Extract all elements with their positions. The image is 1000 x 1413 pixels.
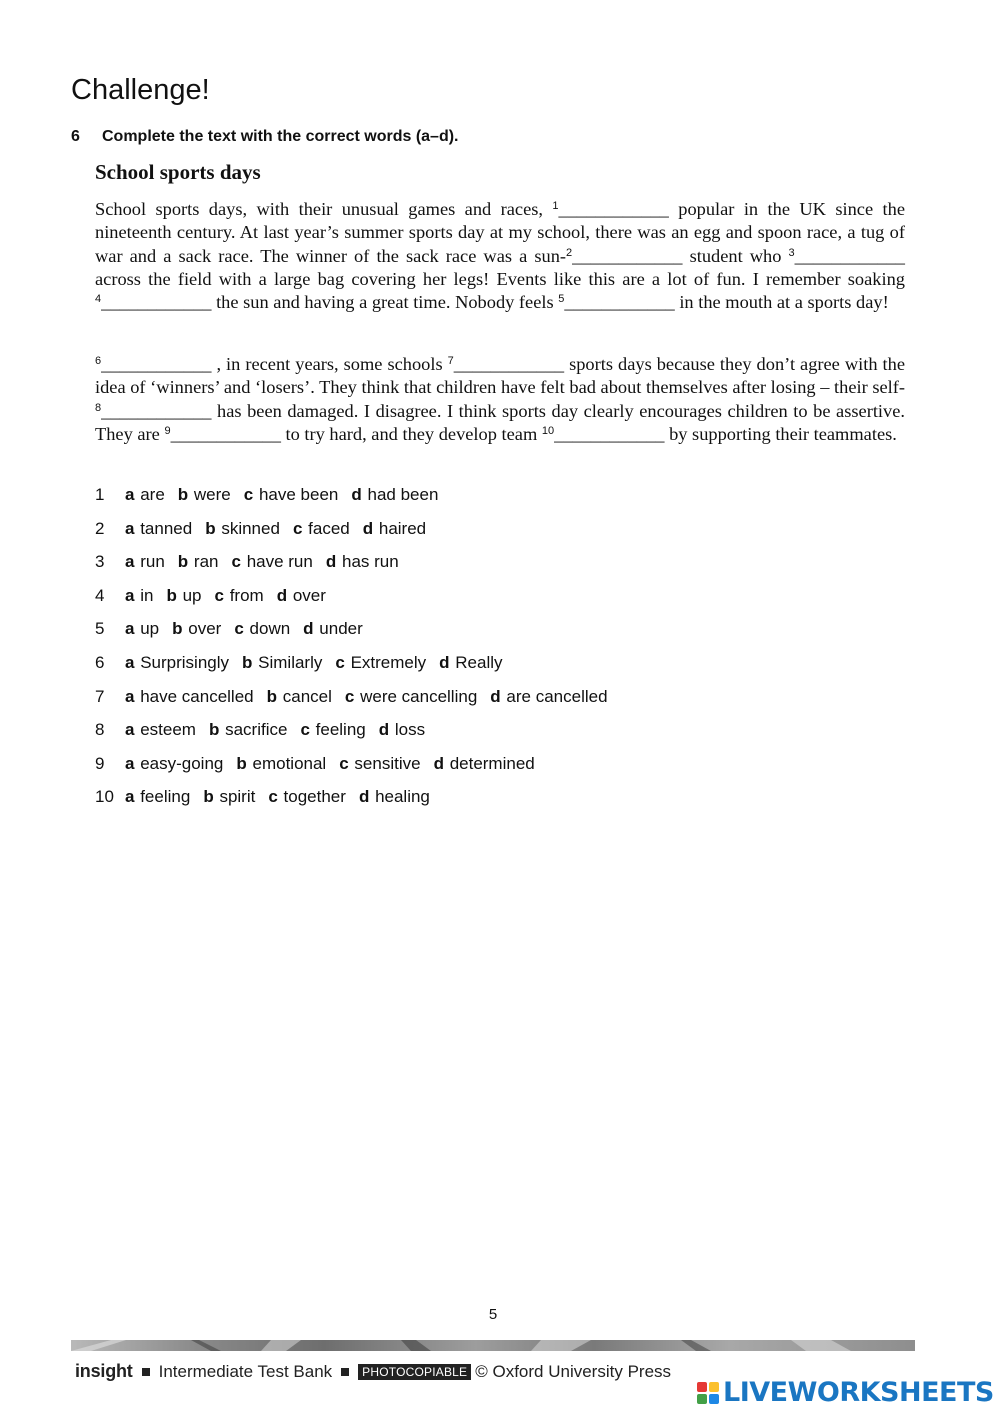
- gap-number: 6: [95, 355, 102, 367]
- choice-letter: b: [177, 552, 189, 572]
- photocopiable-badge: PHOTOCOPIABLE: [358, 1364, 471, 1380]
- option-choice-c[interactable]: [244, 485, 339, 504]
- option-choice-c[interactable]: [214, 586, 263, 605]
- logo-square: [697, 1382, 707, 1392]
- choice-letter: b: [242, 652, 253, 672]
- option-choice-a[interactable]: [125, 787, 190, 806]
- paragraph-text: the sun and having a great time. Nobody feels: [211, 292, 559, 313]
- choice-text: are: [140, 485, 165, 504]
- option-choice-b[interactable]: [242, 653, 322, 672]
- option-choice-a[interactable]: [125, 653, 229, 672]
- option-number: 2: [95, 518, 105, 538]
- logo-square: [697, 1394, 707, 1404]
- gap-6[interactable]: [95, 354, 211, 374]
- option-choice-b[interactable]: [209, 720, 287, 739]
- gap-number: 4: [95, 293, 102, 306]
- choice-text: were cancelling: [360, 686, 478, 706]
- choice-text: spirit: [219, 787, 256, 807]
- logo-wordmark: LIVEWORKSHEETS: [723, 1377, 994, 1408]
- option-choice-b[interactable]: [166, 586, 201, 605]
- choice-letter: a: [125, 619, 135, 639]
- choice-letter: a: [125, 485, 135, 504]
- option-choice-b[interactable]: [178, 485, 231, 504]
- gap-blank[interactable]: ____________: [101, 354, 212, 374]
- choice-letter: a: [125, 585, 135, 605]
- choice-text: over: [292, 585, 326, 605]
- option-choice-d[interactable]: [363, 519, 426, 538]
- choice-text: esteem: [140, 720, 196, 740]
- gap-number: 2: [566, 246, 573, 259]
- exercise-instruction: [71, 126, 459, 148]
- choice-text: have cancelled: [140, 686, 254, 706]
- choice-text: sensitive: [354, 753, 421, 773]
- gap-number: 3: [788, 246, 795, 259]
- choice-text: determined: [449, 753, 535, 773]
- option-number: 4: [95, 585, 105, 605]
- brand-name: insight: [75, 1361, 133, 1381]
- gap-number: 9: [164, 424, 171, 437]
- choice-letter: b: [208, 720, 220, 740]
- choice-text: up: [182, 585, 202, 605]
- choice-letter: c: [335, 652, 345, 672]
- gap-blank[interactable]: ____________: [794, 245, 905, 266]
- gap-blank[interactable]: ____________: [170, 423, 281, 444]
- choice-letter: d: [439, 652, 450, 672]
- option-number: 3: [95, 552, 105, 572]
- gap-9[interactable]: [164, 424, 280, 444]
- choice-text: sacrifice: [225, 720, 288, 740]
- paragraph-text: to try hard, and they develop team: [280, 423, 542, 444]
- choice-text: healing: [375, 787, 430, 807]
- gap-3[interactable]: [789, 246, 905, 266]
- choice-letter: d: [351, 485, 362, 504]
- choice-text: down: [249, 619, 291, 639]
- answer-options: [95, 483, 621, 819]
- option-choice-c[interactable]: [268, 787, 346, 806]
- option-choice-d[interactable]: [434, 754, 535, 773]
- option-choice-c[interactable]: [345, 687, 477, 706]
- gap-number: 1: [552, 200, 559, 212]
- choice-letter: d: [325, 552, 337, 572]
- gap-10[interactable]: [542, 424, 665, 444]
- option-choice-a[interactable]: [125, 552, 165, 571]
- exercise-text: Complete the text with the correct words (a–d).: [102, 128, 459, 145]
- option-choice-a[interactable]: [125, 754, 223, 773]
- gap-blank[interactable]: ____________: [564, 292, 675, 313]
- gap-number: 7: [447, 355, 454, 367]
- option-row: [95, 785, 621, 819]
- paragraph-2: [95, 353, 905, 446]
- option-choice-a[interactable]: [125, 519, 192, 538]
- choice-letter: a: [125, 686, 135, 706]
- separator-square-icon: [142, 1368, 150, 1376]
- option-number: 9: [95, 753, 105, 773]
- option-number: 5: [95, 619, 105, 639]
- choice-letter: c: [339, 753, 349, 773]
- gap-5[interactable]: [558, 292, 674, 312]
- paragraph-text: across the field with a large bag covering her legs! Events like this are a lot of fun. I remember soaking: [95, 268, 905, 289]
- choice-text: have run: [246, 552, 313, 572]
- choice-text: together: [283, 787, 346, 807]
- option-choice-a[interactable]: [125, 586, 153, 605]
- option-choice-c[interactable]: [300, 720, 365, 739]
- choice-letter: c: [243, 485, 254, 504]
- copyright-text: © Oxford University Press: [475, 1361, 672, 1381]
- choice-letter: a: [125, 518, 135, 538]
- choice-text: skinned: [221, 518, 280, 538]
- choice-letter: c: [292, 518, 303, 538]
- footer-credits: [75, 1361, 671, 1382]
- choice-letter: c: [234, 619, 244, 639]
- choice-letter: d: [378, 720, 390, 740]
- paragraph-text: has been damaged. I disagree. I think sports day clearly encourages children to be assertive. They are: [95, 400, 905, 444]
- gap-blank[interactable]: ____________: [101, 400, 212, 421]
- gap-7[interactable]: [448, 354, 564, 374]
- footer-photo-strip: [71, 1340, 915, 1351]
- page-title: Challenge!: [71, 74, 210, 106]
- option-choice-c[interactable]: [293, 519, 350, 538]
- paragraph-text: sports days because they don’t agree with the idea of ‘winners’ and ‘losers’. They think that children have felt bad about themselves after losing – their self-: [95, 354, 905, 398]
- paragraph-text: in the mouth at a sports day!: [674, 292, 889, 313]
- gap-blank[interactable]: ____________: [101, 292, 212, 313]
- choice-text: were: [193, 485, 231, 504]
- gap-blank[interactable]: ____________: [554, 423, 665, 444]
- choice-letter: a: [125, 787, 135, 807]
- option-choice-d[interactable]: [439, 653, 502, 672]
- choice-letter: d: [358, 787, 370, 807]
- paragraph-text: student who: [682, 245, 789, 266]
- choice-text: feeling: [315, 720, 366, 740]
- option-row: [95, 550, 621, 584]
- option-row: [95, 483, 621, 517]
- option-number: 1: [95, 485, 105, 504]
- choice-letter: b: [236, 753, 247, 773]
- gap-8[interactable]: [95, 401, 211, 421]
- paragraph-text: School sports days, with their unusual games and races,: [95, 199, 553, 219]
- option-choice-c[interactable]: [335, 653, 426, 672]
- option-choice-d[interactable]: [303, 619, 363, 638]
- liveworksheets-logo[interactable]: [697, 1378, 994, 1408]
- page-number: 5: [488, 1306, 498, 1323]
- option-choice-d[interactable]: [351, 485, 438, 504]
- option-choice-c[interactable]: [234, 619, 290, 638]
- option-choice-b[interactable]: [203, 787, 255, 806]
- choice-text: cancel: [282, 686, 332, 706]
- gap-2[interactable]: [566, 246, 682, 266]
- choice-text: emotional: [252, 753, 327, 773]
- choice-letter: c: [214, 585, 224, 605]
- option-number: 8: [95, 720, 105, 740]
- book-title: Intermediate Test Bank: [158, 1361, 333, 1381]
- option-choice-d[interactable]: [277, 586, 326, 605]
- exercise-number: 6: [71, 128, 80, 145]
- option-choice-b[interactable]: [267, 687, 332, 706]
- gap-1[interactable]: [552, 199, 668, 219]
- paragraph-text: , in recent years, some schools: [211, 354, 448, 374]
- choice-letter: a: [125, 720, 135, 740]
- option-choice-a[interactable]: [125, 485, 165, 504]
- choice-text: faced: [308, 518, 350, 538]
- choice-text: Extremely: [350, 652, 427, 672]
- option-choice-a[interactable]: [125, 619, 159, 638]
- choice-letter: d: [433, 753, 444, 773]
- option-row: [95, 651, 621, 685]
- gap-number: 5: [558, 293, 565, 306]
- choice-letter: c: [300, 720, 310, 740]
- choice-text: are cancelled: [506, 686, 608, 706]
- option-choice-b[interactable]: [178, 552, 219, 571]
- choice-letter: b: [166, 585, 177, 605]
- option-number: 10: [95, 787, 114, 807]
- option-choice-c[interactable]: [339, 754, 420, 773]
- choice-letter: a: [125, 652, 135, 672]
- gap-blank[interactable]: ____________: [453, 354, 565, 374]
- choice-text: Surprisingly: [140, 652, 230, 672]
- gap-blank[interactable]: ____________: [572, 245, 683, 266]
- choice-text: from: [229, 585, 264, 605]
- option-choice-d[interactable]: [359, 787, 430, 806]
- gap-blank[interactable]: ____________: [558, 199, 669, 219]
- choice-letter: a: [125, 552, 135, 572]
- option-choice-d[interactable]: [490, 687, 607, 706]
- choice-text: has run: [341, 552, 399, 572]
- text-title: School sports days: [95, 160, 261, 184]
- option-choice-c[interactable]: [231, 552, 312, 571]
- paragraph-text: popular in the UK since the nineteenth century. At last year’s summer sports day at my school, there was an egg and spoon race, a tug of war and a sack race. The winner of the sack race was a sun-: [95, 199, 905, 266]
- option-choice-a[interactable]: [125, 687, 254, 706]
- option-choice-a[interactable]: [125, 720, 196, 739]
- gap-number: 8: [95, 401, 102, 414]
- choice-text: have been: [258, 485, 339, 504]
- logo-square: [709, 1382, 719, 1392]
- choice-text: easy-going: [140, 753, 224, 773]
- choice-letter: b: [205, 518, 216, 538]
- choice-text: feeling: [140, 787, 191, 807]
- option-row: [95, 752, 621, 786]
- choice-text: Similarly: [258, 652, 323, 672]
- logo-squares-icon: [697, 1382, 719, 1404]
- choice-text: loss: [394, 720, 426, 740]
- choice-letter: d: [362, 518, 374, 538]
- gap-number: 10: [541, 424, 555, 437]
- choice-text: run: [140, 552, 165, 572]
- option-row: [95, 718, 621, 752]
- option-choice-b[interactable]: [172, 619, 221, 638]
- choice-letter: c: [344, 686, 355, 706]
- choice-letter: b: [172, 619, 183, 639]
- option-choice-b[interactable]: [205, 519, 280, 538]
- choice-text: haired: [378, 518, 427, 538]
- choice-letter: d: [490, 686, 501, 706]
- choice-text: ran: [193, 552, 219, 572]
- choice-text: in: [140, 585, 154, 605]
- choice-letter: c: [231, 552, 241, 572]
- choice-letter: d: [276, 585, 288, 605]
- choice-letter: b: [266, 686, 278, 706]
- choice-text: had been: [367, 485, 439, 504]
- choice-letter: d: [303, 619, 314, 639]
- option-row: [95, 617, 621, 651]
- gap-4[interactable]: [95, 292, 211, 312]
- option-choice-b[interactable]: [236, 754, 326, 773]
- option-row: [95, 685, 621, 719]
- choice-text: over: [188, 619, 222, 639]
- choice-text: tanned: [140, 518, 193, 538]
- option-number: 6: [95, 652, 105, 672]
- option-row: [95, 517, 621, 551]
- option-row: [95, 584, 621, 618]
- choice-letter: b: [203, 787, 214, 807]
- paragraph-1: [95, 198, 905, 314]
- choice-text: up: [140, 619, 160, 639]
- choice-letter: b: [177, 485, 189, 504]
- option-number: 7: [95, 686, 105, 706]
- separator-square-icon: [341, 1368, 349, 1376]
- option-choice-d[interactable]: [379, 720, 425, 739]
- choice-letter: a: [125, 753, 135, 773]
- choice-text: Really: [455, 652, 503, 672]
- logo-square: [709, 1394, 719, 1404]
- choice-letter: c: [268, 787, 278, 807]
- choice-text: under: [319, 619, 363, 639]
- paragraph-text: by supporting their teammates.: [664, 423, 897, 444]
- option-choice-d[interactable]: [326, 552, 399, 571]
